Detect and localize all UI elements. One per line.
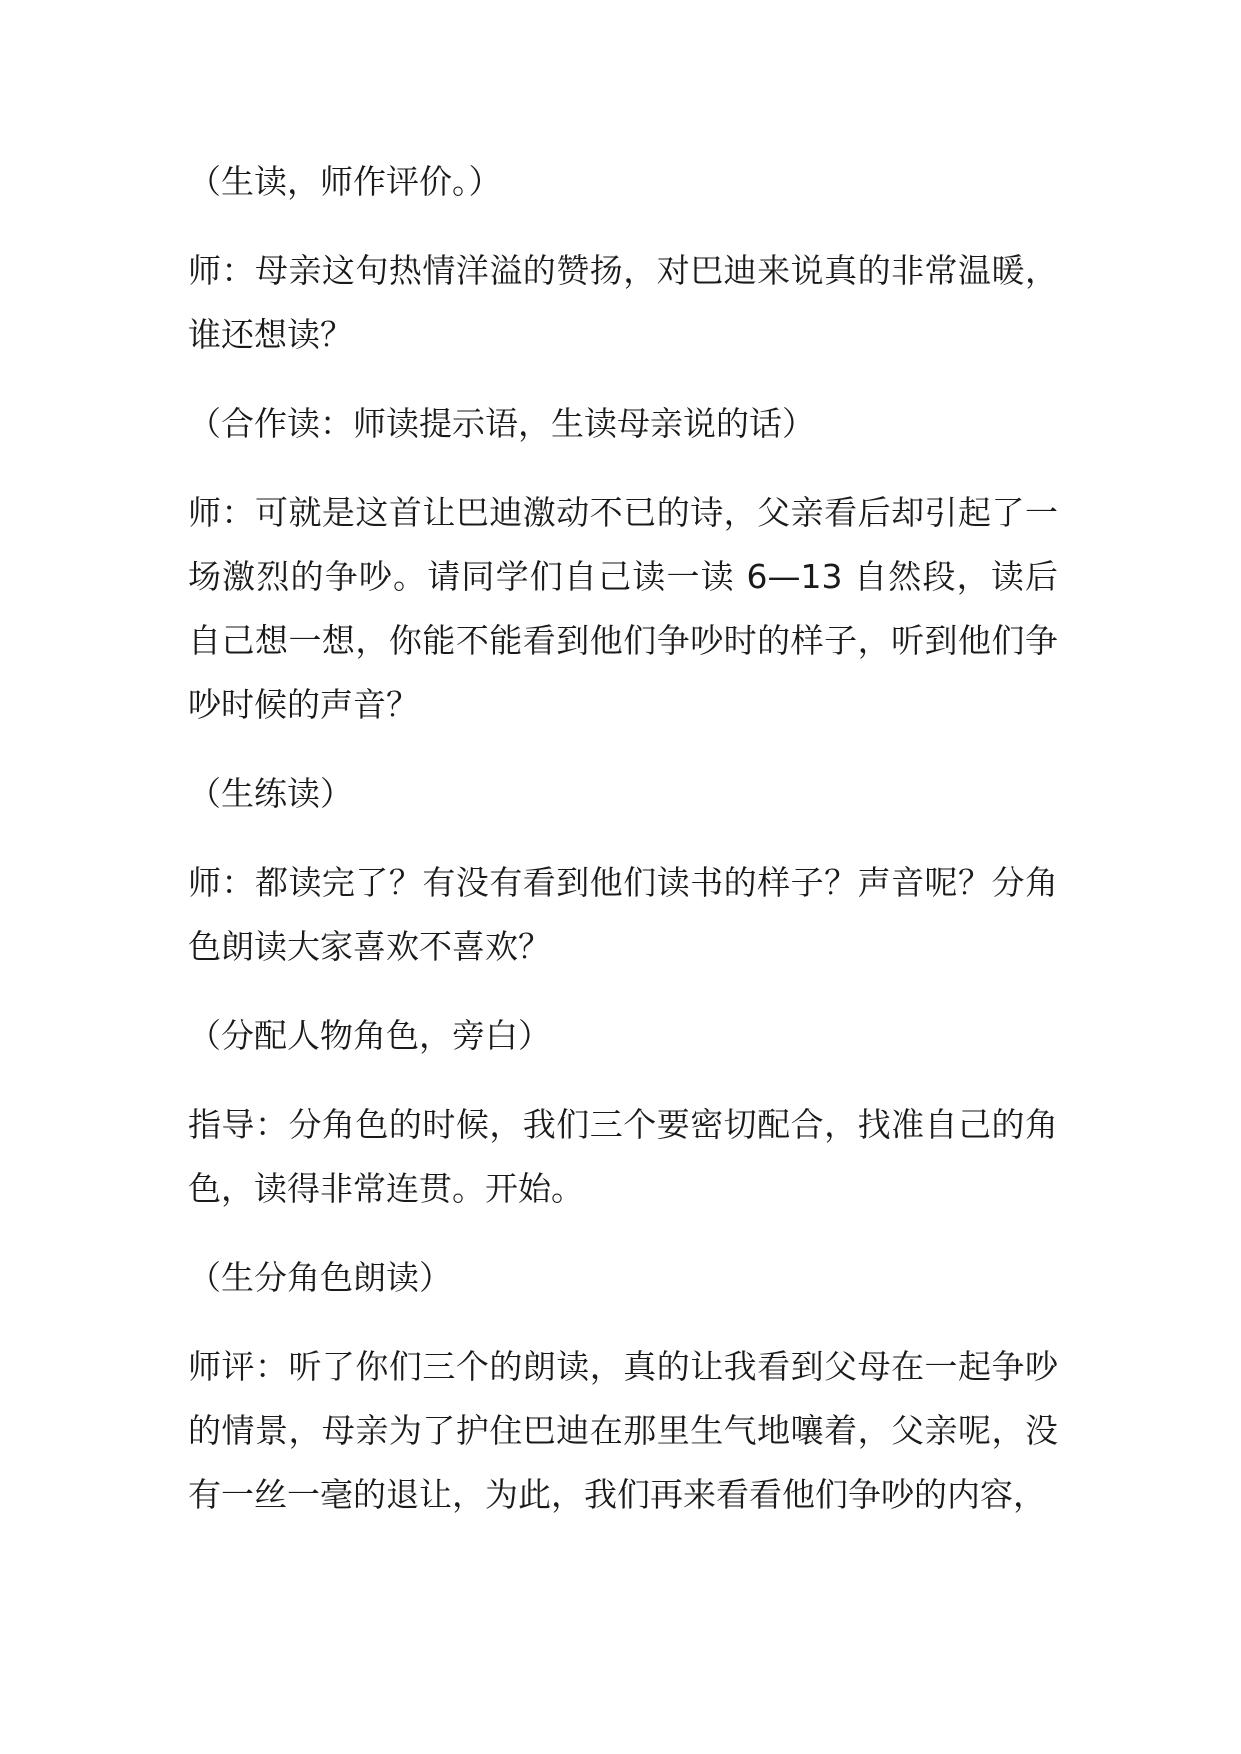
paragraph-teacher-evaluation: 师评：听了你们三个的朗读，真的让我看到父母在一起争吵的情景，母亲为了护住巴迪在那里生气地嚷着，父亲呢，没有一丝一毫的退让，为此，我们再来看看他们争吵的内容， bbox=[188, 1347, 1058, 1514]
paragraph-student-practice: （生练读） bbox=[188, 774, 353, 813]
paragraph-role-assignment: （分配人物角色，旁白） bbox=[188, 1016, 551, 1055]
paragraph-guidance: 指导：分角色的时候，我们三个要密切配合，找准自己的角色，读得非常连贯。开始。 bbox=[188, 1105, 1058, 1208]
paragraph-teacher-praise: 师：母亲这句热情洋溢的赞扬，对巴迪来说真的非常温暖，谁还想读？ bbox=[188, 251, 1058, 354]
paragraph-cooperative-reading: （合作读：师读提示语，生读母亲说的话） bbox=[188, 404, 815, 443]
paragraph-student-reading: （生读，师作评价。） bbox=[188, 162, 502, 201]
paragraph-teacher-argument-intro: 师：可就是这首让巴迪激动不已的诗，父亲看后却引起了一场激烈的争吵。请同学们自己读一读 6—13 自然段，读后自己想一想，你能不能看到他们争吵时的样子，听到他们争吵时候的声音？ bbox=[188, 493, 1058, 724]
paragraph-role-reading: （生分角色朗读） bbox=[188, 1258, 452, 1297]
document-body bbox=[188, 150, 1058, 1552]
paragraph-teacher-question: 师：都读完了？有没有看到他们读书的样子？声音呢？分角色朗读大家喜欢不喜欢？ bbox=[188, 863, 1058, 966]
